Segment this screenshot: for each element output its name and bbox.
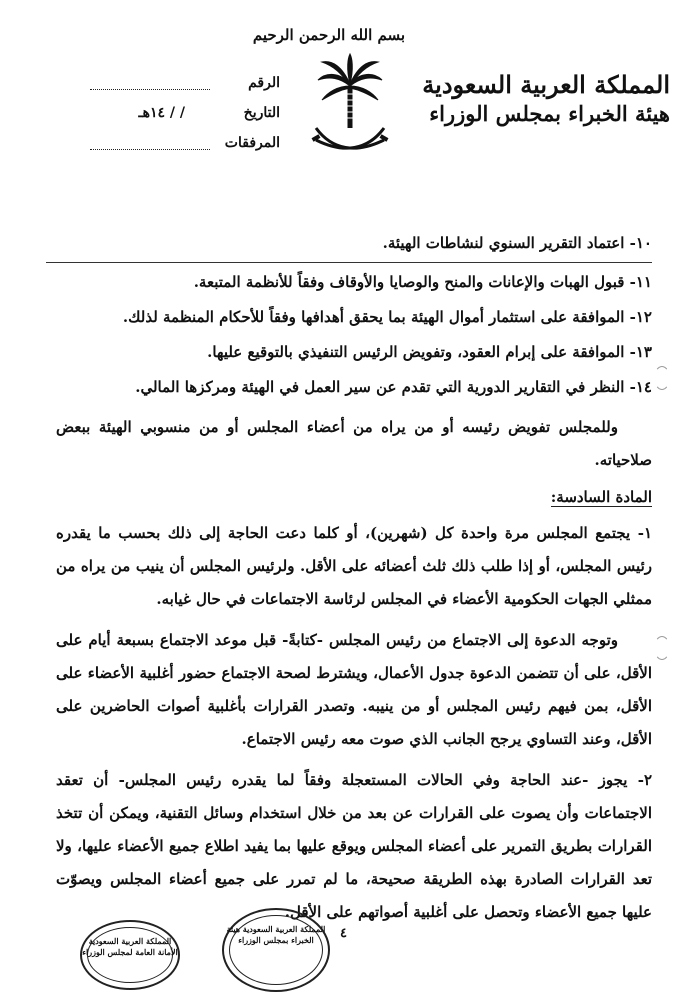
list-item: ١٤- النظر في التقارير الدورية التي تقدم عن سير العمل في الهيئة ومركزها المالي. bbox=[135, 378, 652, 396]
ref-label: الرقم bbox=[248, 75, 280, 91]
attachments-line bbox=[90, 149, 210, 150]
official-stamp-left bbox=[80, 920, 180, 990]
list-item: ١٠- اعتماد التقرير السنوي لنشاطات الهيئة. bbox=[382, 234, 652, 252]
document-body bbox=[56, 232, 652, 937]
divider bbox=[46, 262, 652, 263]
list-item: ١١- قبول الهبات والإعانات والمنح والوصايا والأوقاف وفقاً للأنظمة المتبعة. bbox=[193, 273, 652, 291]
palm-swords-emblem-icon bbox=[310, 50, 390, 170]
date-row bbox=[30, 105, 280, 135]
ref-row bbox=[30, 75, 280, 105]
article-heading bbox=[56, 485, 652, 509]
entity-title: هيئة الخبراء بمجلس الوزراء bbox=[429, 101, 670, 126]
stamp-left-text: المملكة العربية السعودية الأمانة العامة لمجلس الوزراء bbox=[82, 936, 178, 957]
attachments-row bbox=[30, 135, 280, 165]
letterhead bbox=[422, 70, 670, 128]
stamp-right-text: المملكة العربية السعودية هيئة الخبراء بمجلس الوزراء bbox=[226, 924, 326, 945]
paragraph: وتوجه الدعوة إلى الاجتماع من رئيس المجلس -كتابةً- قبل موعد الاجتماع بسبعة أيام على الأقل، على أن تتضمن الدعوة جدول الأعمال، ويشترط لصحة الاجتماع حضور أغلبية الأعضاء على الأقل، بمن فيهم رئيس المجلس أو من ينيبه. وتصدر القرارات بأغلبية أصوات الحاضرين على الأقل، وعند التساوي يرجح الجانب الذي صوت معه رئيس الاجتماع. bbox=[56, 631, 652, 748]
paragraph: ٢- يجوز -عند الحاجة وفي الحالات المستعجلة وفقاً لما يقدره رئيس المجلس- أن تعقد الاجتماعات وأن يصوت على القرارات عن بعد من خلال استخدام وسائل التقنية، ويمكن أن تتخذ القرارات بطريق التمرير على أعضاء المجلس ويوقع عليها بما يفيد اطلاع جميع الأعضاء عليها، ولا تعد القرارات الصادرة بهذه الطريقة صحيحة، ما لم تمرر على جميع أعضاء المجلس ويصوّت عليها جميع الأعضاء وتحصل على أغلبية أصواتهم على الأقل. bbox=[56, 771, 652, 921]
date-value: / / ١٤هـ bbox=[138, 105, 185, 121]
page-number: ٤ bbox=[340, 926, 347, 941]
kingdom-title: المملكة العربية السعودية bbox=[422, 70, 670, 99]
list-item: ١٣- الموافقة على إبرام العقود، وتفويض الرئيس التنفيذي بالتوقيع عليها. bbox=[207, 343, 652, 361]
list-item: ١٢- الموافقة على استثمار أموال الهيئة بما يحقق أهدافها وفقاً للأحكام المنظمة لذلك. bbox=[122, 308, 652, 326]
basmala: بسم الله الرحمن الرحيم bbox=[252, 26, 405, 44]
reference-block bbox=[30, 75, 280, 165]
attachments-label: المرفقات bbox=[224, 135, 280, 151]
margin-mark bbox=[654, 366, 670, 390]
margin-mark bbox=[654, 636, 670, 660]
date-label: التاريخ bbox=[243, 105, 280, 121]
paragraph: ١- يجتمع المجلس مرة واحدة كل (شهرين)، أو كلما دعت الحاجة إلى ذلك بحسب ما يقدره رئيس المجلس، أو إذا طلب ذلك ثلث أعضائه على الأقل. ولرئيس المجلس أن ينيب من يراه من ممثلي الجهات الحكومية الأعضاء في المجلس لرئاسة الاجتماعات في حال غيابه. bbox=[56, 524, 652, 608]
ref-line bbox=[90, 89, 210, 90]
article-heading-text: المادة السادسة: bbox=[550, 488, 652, 506]
official-stamp-right bbox=[222, 908, 330, 992]
delegation-paragraph: وللمجلس تفويض رئيسه أو من يراه من أعضاء المجلس أو من منسوبي الهيئة ببعض صلاحياته. bbox=[56, 418, 652, 469]
